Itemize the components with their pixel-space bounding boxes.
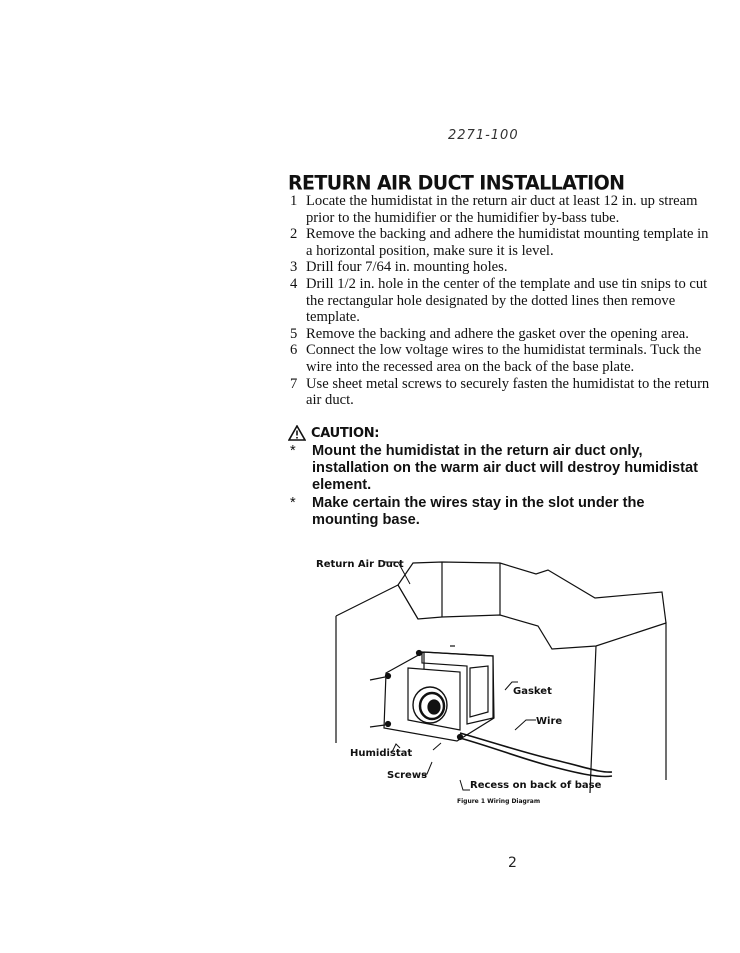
step-number: 5 bbox=[290, 325, 298, 342]
document-code: 2271-100 bbox=[448, 128, 519, 143]
step-text: Locate the humidistat in the return air duct at least 12 in. up stream prior to the humidifier or the humidifier by-bass tube. bbox=[306, 193, 698, 226]
step-number: 3 bbox=[290, 259, 298, 276]
bullet-asterisk: * bbox=[290, 443, 296, 459]
step-number: 4 bbox=[290, 275, 298, 292]
caution-item bbox=[288, 495, 708, 529]
step-number: 2 bbox=[290, 226, 298, 243]
label-return-air-duct: Return Air Duct bbox=[316, 559, 404, 570]
installation-steps bbox=[288, 193, 713, 409]
label-humidistat: Humidistat bbox=[350, 748, 413, 759]
figure-caption: Figure 1 Wiring Diagram bbox=[457, 798, 541, 805]
label-recess: Recess on back of base bbox=[470, 780, 602, 791]
step-number: 6 bbox=[290, 342, 298, 359]
label-screws: Screws bbox=[387, 770, 428, 781]
caution-heading bbox=[288, 425, 379, 441]
step-item bbox=[288, 376, 713, 409]
step-item bbox=[288, 226, 713, 259]
step-text: Remove the backing and adhere the gasket over the opening area. bbox=[306, 325, 689, 342]
warning-triangle-icon bbox=[288, 425, 306, 441]
step-text: Use sheet metal screws to securely fasten the humidistat to the return air duct. bbox=[306, 375, 710, 409]
caution-text: Mount the humidistat in the return air duct only, installation on the warm air duct will destroy humidistat element. bbox=[312, 443, 698, 493]
wiring-diagram bbox=[300, 548, 680, 823]
label-wire: Wire bbox=[536, 716, 563, 727]
step-item bbox=[288, 276, 713, 326]
bullet-asterisk: * bbox=[290, 495, 296, 511]
step-text: Drill four 7/64 in. mounting holes. bbox=[306, 259, 508, 276]
step-text: Drill 1/2 in. hole in the center of the template and use tin snips to cut the rectangular hole designated by the dotted lines then remove template. bbox=[306, 275, 708, 326]
step-text: Remove the backing and adhere the humidistat mounting template in a horizontal position, make sure it is level. bbox=[306, 226, 709, 259]
step-number: 1 bbox=[290, 193, 298, 209]
caution-item bbox=[288, 443, 708, 494]
step-item bbox=[288, 259, 713, 276]
step-text: Connect the low voltage wires to the humidistat terminals. Tuck the wire into the recessed area on the back of the base plate. bbox=[306, 342, 702, 375]
step-item bbox=[288, 326, 713, 343]
label-gasket: Gasket bbox=[513, 686, 552, 697]
step-item bbox=[288, 193, 713, 226]
caution-text: Make certain the wires stay in the slot under the mounting base. bbox=[312, 495, 645, 528]
step-number: 7 bbox=[290, 375, 298, 392]
caution-list bbox=[288, 443, 708, 530]
section-title: RETURN AIR DUCT INSTALLATION bbox=[288, 171, 625, 195]
caution-label: CAUTION: bbox=[311, 425, 380, 441]
page-number: 2 bbox=[508, 855, 517, 871]
step-item bbox=[288, 342, 713, 375]
